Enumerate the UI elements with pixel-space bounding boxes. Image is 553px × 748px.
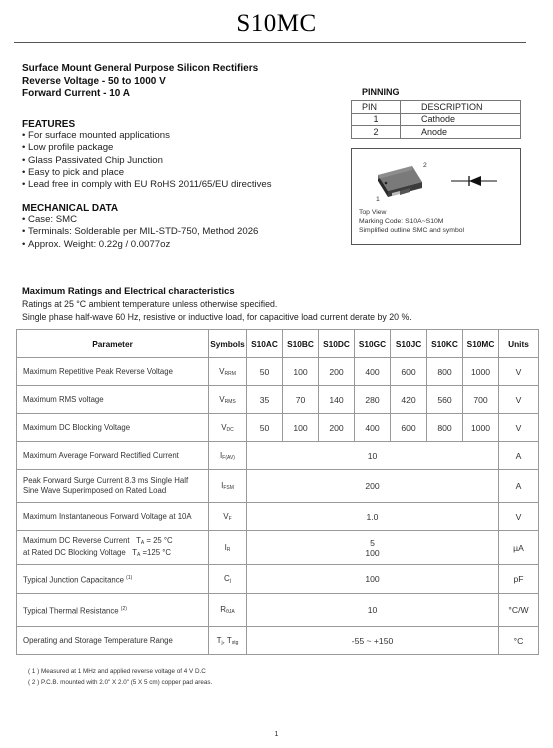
parameter-cell: Maximum Repetitive Peak Reverse Voltage xyxy=(17,358,209,386)
unit-cell: V xyxy=(499,358,539,386)
parameter-cell: Maximum RMS voltage xyxy=(17,386,209,414)
value-cell: 5 100 xyxy=(247,531,499,565)
value-cell: 560 xyxy=(427,386,463,414)
value-cell: 400 xyxy=(355,358,391,386)
package-caption xyxy=(359,208,464,235)
symbol-cell: $T_j$, $T_{stg}$ xyxy=(209,627,247,655)
value-cell: 10 xyxy=(247,594,499,627)
symbol-cell: $V_{RRM}$ xyxy=(209,358,247,386)
value-cell: 100 xyxy=(283,358,319,386)
table-row xyxy=(17,503,539,531)
symbol-cell: $I_{F(AV)}$ xyxy=(209,442,247,470)
package-pin-1-label: 1 xyxy=(376,196,380,203)
table-row xyxy=(17,358,539,386)
value-cell: 50 xyxy=(247,358,283,386)
pin-description: Anode xyxy=(401,126,521,139)
symbol-cell: $I_{FSM}$ xyxy=(209,470,247,503)
package-outline-box xyxy=(351,148,521,245)
mechanical-title: MECHANICAL DATA xyxy=(22,203,119,214)
diode-symbol-icon xyxy=(449,174,499,188)
product-description: Surface Mount General Purpose Silicon Rectifiers xyxy=(22,63,259,74)
product-summary xyxy=(22,63,258,101)
document-title: S10MC xyxy=(236,10,317,37)
reverse-voltage-range: Reverse Voltage - 50 to 1000 V xyxy=(22,75,166,87)
unit-cell: °C/W xyxy=(499,594,539,627)
column-header: S10JC xyxy=(391,330,427,358)
value-cell: 200 xyxy=(319,358,355,386)
table-row xyxy=(17,594,539,627)
table-header-row xyxy=(17,330,539,358)
table-row xyxy=(17,414,539,442)
value-cell: 600 xyxy=(391,358,427,386)
symbol-cell: $C_j$ xyxy=(209,565,247,594)
title-divider xyxy=(14,42,526,43)
ratings-title: Maximum Ratings and Electrical characteristics xyxy=(22,285,235,296)
features-list xyxy=(22,130,272,191)
value-cell: 70 xyxy=(283,386,319,414)
column-header: Symbols xyxy=(209,330,247,358)
unit-cell: µA xyxy=(499,531,539,565)
feature-item: • For surface mounted applications xyxy=(22,130,272,142)
pin-number: 2 xyxy=(352,126,401,139)
table-row xyxy=(17,442,539,470)
value-cell: 1000 xyxy=(463,414,499,442)
parameter-cell: Maximum Average Forward Rectified Current xyxy=(17,442,209,470)
pin-header: PIN xyxy=(352,101,401,114)
feature-item: • Easy to pick and place xyxy=(22,167,272,179)
mechanical-item: • Approx. Weight: 0.22g / 0.0077oz xyxy=(22,239,258,251)
description-header: DESCRIPTION xyxy=(401,101,521,114)
column-header: Units xyxy=(499,330,539,358)
value-cell: 200 xyxy=(319,414,355,442)
unit-cell: V xyxy=(499,503,539,531)
feature-item: • Low profile package xyxy=(22,142,272,154)
value-cell: 35 xyxy=(247,386,283,414)
parameter-cell: Peak Forward Surge Current 8.3 ms Single Half Sine Wave Superimposed on Rated Load xyxy=(17,470,209,503)
value-cell: 200 xyxy=(247,470,499,503)
features-title: FEATURES xyxy=(22,119,76,130)
value-cell: 400 xyxy=(355,414,391,442)
symbol-cell: $R_{\theta JA}$ xyxy=(209,594,247,627)
table-row xyxy=(17,386,539,414)
symbol-cell: $I_R$ xyxy=(209,531,247,565)
unit-cell: A xyxy=(499,470,539,503)
pinning-title: PINNING xyxy=(362,87,400,97)
column-header: S10DC xyxy=(319,330,355,358)
parameter-cell: Maximum Instantaneous Forward Voltage at 10A xyxy=(17,503,209,531)
value-cell: -55 ~ +150 xyxy=(247,627,499,655)
ratings-table xyxy=(16,329,539,655)
footnotes xyxy=(28,667,212,688)
column-header: S10AC xyxy=(247,330,283,358)
ratings-note: Ratings at 25 °C ambient temperature unless otherwise specified. xyxy=(22,299,278,309)
value-cell: 1000 xyxy=(463,358,499,386)
column-header: S10BC xyxy=(283,330,319,358)
value-cell: 600 xyxy=(391,414,427,442)
table-row xyxy=(17,470,539,503)
value-cell: 10 xyxy=(247,442,499,470)
ratings-notes xyxy=(22,298,412,323)
page-number: 1 xyxy=(274,731,279,738)
symbol-cell: $V_{RMS}$ xyxy=(209,386,247,414)
parameter-cell: Maximum DC Blocking Voltage xyxy=(17,414,209,442)
footnote: ( 1 ) Measured at 1 MHz and applied reverse voltage of 4 V D.C xyxy=(28,668,206,675)
column-header: S10KC xyxy=(427,330,463,358)
unit-cell: V xyxy=(499,414,539,442)
parameter-cell: Operating and Storage Temperature Range xyxy=(17,627,209,655)
footnote: ( 2 ) P.C.B. mounted with 2.0" X 2.0" (5 X 5 cm) copper pad areas. xyxy=(28,678,213,686)
pinning-header-row xyxy=(352,101,521,114)
table-row xyxy=(17,627,539,655)
pinning-table xyxy=(351,100,521,139)
value-cell: 50 xyxy=(247,414,283,442)
top-view-label: Top View xyxy=(359,209,387,216)
pin-number: 1 xyxy=(352,113,401,126)
column-header: Parameter xyxy=(17,330,209,358)
mechanical-item: • Terminals: Solderable per MIL-STD-750, Method 2026 xyxy=(22,226,258,238)
package-pin-2-label: 2 xyxy=(423,162,427,169)
mechanical-item: • Case: SMC xyxy=(22,214,258,226)
parameter-cell: Typical Junction Capacitance $^{(1)}$ xyxy=(17,565,209,594)
column-header: S10MC xyxy=(463,330,499,358)
symbol-cell: $V_F$ xyxy=(209,503,247,531)
value-cell: 1.0 xyxy=(247,503,499,531)
unit-cell: A xyxy=(499,442,539,470)
forward-current: Forward Current - 10 A xyxy=(22,88,130,99)
outline-description: Simplified outline SMC and symbol xyxy=(359,227,465,234)
unit-cell: pF xyxy=(499,565,539,594)
value-cell: 280 xyxy=(355,386,391,414)
value-cell: 800 xyxy=(427,414,463,442)
ratings-note: Single phase half-wave 60 Hz, resistive or inductive load, for capacitive load current derate by 20 %. xyxy=(22,311,412,322)
parameter-cell: Typical Thermal Resistance $^{(2)}$ xyxy=(17,594,209,627)
mechanical-list xyxy=(22,214,258,251)
feature-item: • Glass Passivated Chip Junction xyxy=(22,155,272,167)
value-cell: 140 xyxy=(319,386,355,414)
value-cell: 800 xyxy=(427,358,463,386)
value-cell: 100 xyxy=(283,414,319,442)
unit-cell: V xyxy=(499,386,539,414)
pinning-row xyxy=(352,113,521,126)
value-cell: 700 xyxy=(463,386,499,414)
unit-cell: °C xyxy=(499,627,539,655)
table-row xyxy=(17,531,539,565)
pinning-row xyxy=(352,126,521,139)
value-cell: 420 xyxy=(391,386,427,414)
column-header: S10GC xyxy=(355,330,391,358)
table-row xyxy=(17,565,539,594)
parameter-cell: Maximum DC Reverse Current $T_A = 25$ °C at Rated DC Blocking Voltage $T_A =125$ °C xyxy=(17,531,209,565)
marking-code: Marking Code: S10A~S10M xyxy=(359,218,444,225)
feature-item: • Lead free in comply with EU RoHS 2011/65/EU directives xyxy=(22,179,272,191)
symbol-cell: $V_{DC}$ xyxy=(209,414,247,442)
pin-description: Cathode xyxy=(401,113,521,126)
value-cell: 100 xyxy=(247,565,499,594)
